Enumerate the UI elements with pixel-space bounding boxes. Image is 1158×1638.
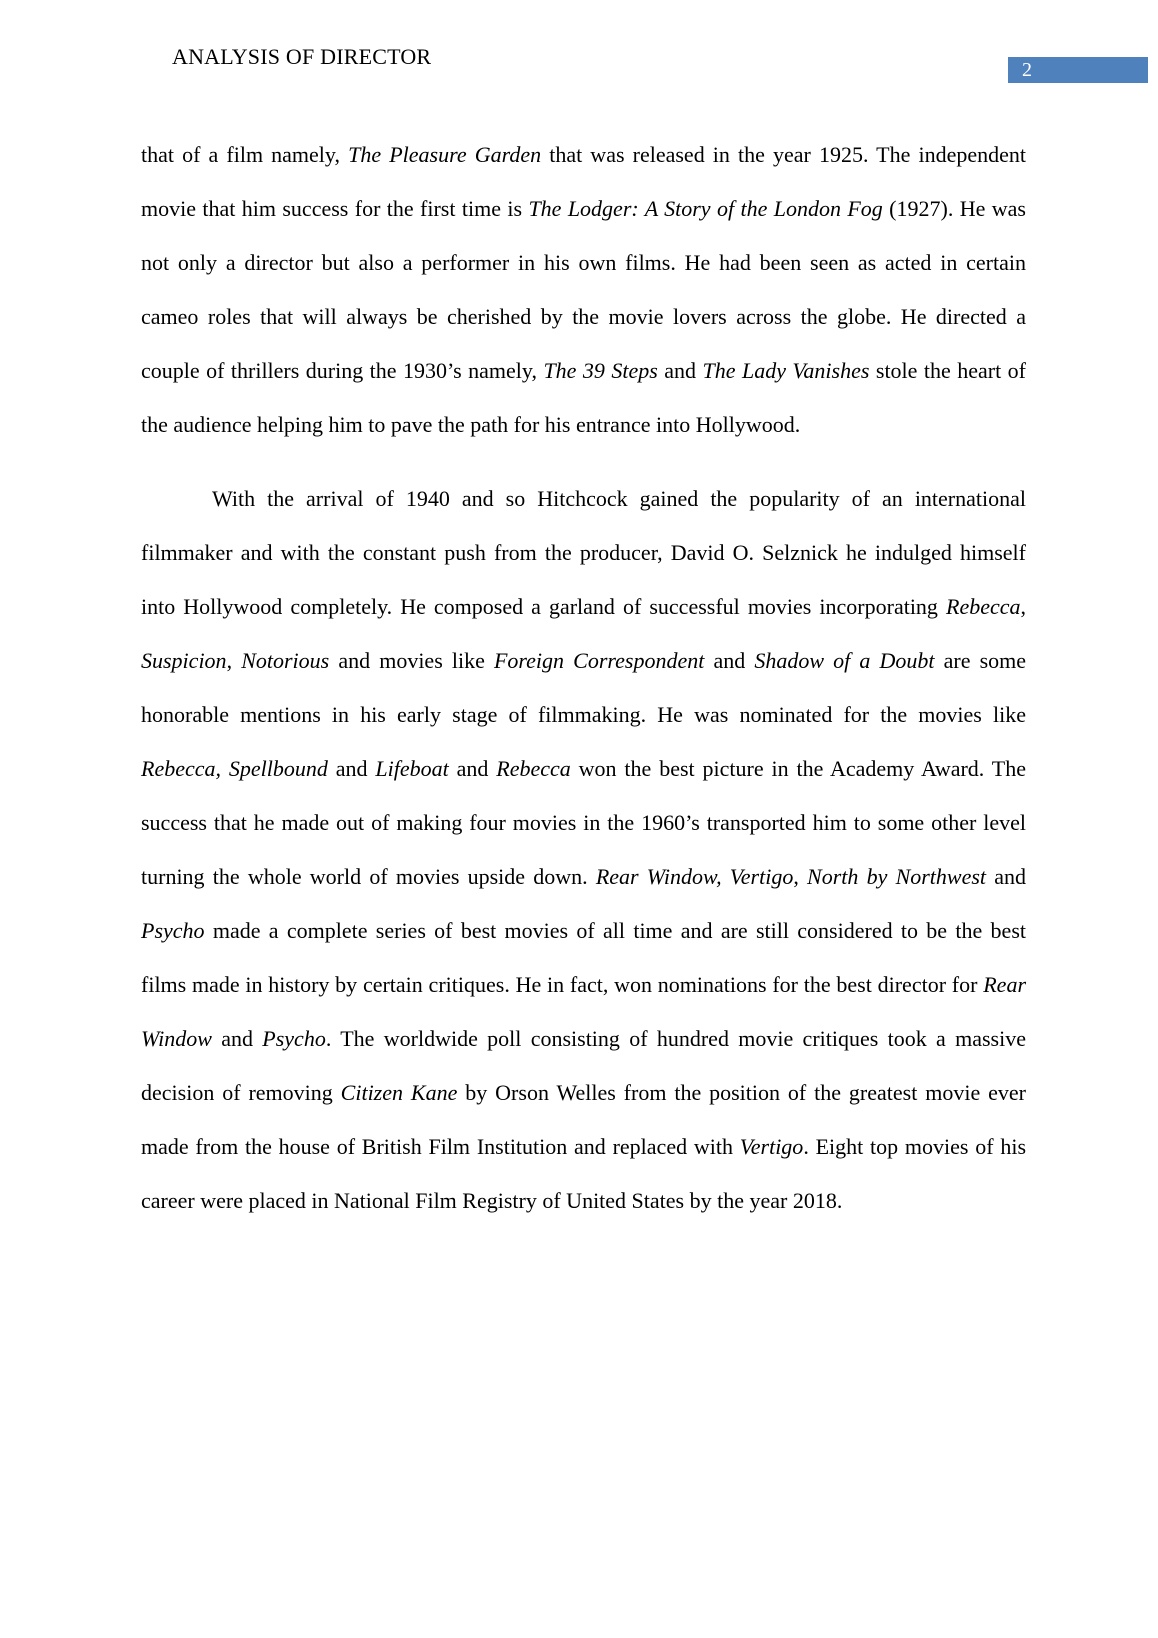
text-run: won the best picture in the Academy Award. The success that he made out of making four movies in the 1960’s transported him to some other level turning the whole world of movies upside down. [141, 756, 1026, 889]
italic-title: The Lady Vanishes [702, 358, 870, 383]
text-run: are some honorable mentions in his early stage of filmmaking. He was nominated for the movies like [141, 648, 1027, 727]
italic-title: Psycho [141, 918, 205, 943]
text-run: and movies like [329, 648, 494, 673]
italic-title: Vertigo [739, 1134, 804, 1159]
italic-title: Citizen Kane [340, 1080, 458, 1105]
text-run: (1927). He was not only a director but also a performer in his own films. He had been seen as acted in certain cameo roles that will always be cherished by the movie lovers across the globe. He directed a couple of thrillers during the 1930’s namely, [141, 196, 1026, 383]
page-number: 2 [1022, 59, 1032, 81]
italic-title: North by Northwest [807, 864, 987, 889]
text-run: , [226, 648, 242, 673]
text-run: and [657, 358, 703, 383]
body-text [141, 128, 1026, 1228]
italic-title: Foreign Correspondent [493, 648, 705, 673]
text-run: , [793, 864, 808, 889]
italic-title: Rear Window, Vertigo [595, 864, 794, 889]
text-run: and [448, 756, 497, 781]
text-run: and [211, 1026, 263, 1051]
text-run: and [327, 756, 376, 781]
page-number-box [1008, 57, 1148, 83]
italic-title: Notorious [241, 648, 330, 673]
italic-title: The Pleasure Garden [348, 142, 542, 167]
italic-title: Psycho [262, 1026, 326, 1051]
text-run: stole the heart of the audience helping him to pave the path for his entrance into Hollywood. [141, 358, 1026, 437]
paragraph [141, 472, 1026, 1228]
italic-title: Shadow of a Doubt [754, 648, 935, 673]
italic-title: Suspicion [141, 648, 227, 673]
running-head: ANALYSIS OF DIRECTOR [172, 44, 432, 69]
text-run: and [986, 864, 1026, 889]
italic-title: Rebecca, Spellbound [141, 756, 328, 781]
italic-title: Rear Window [141, 972, 1026, 1051]
text-run: by Orson Welles from the position of the greatest movie ever made from the house of British Film Institution and replaced with [141, 1080, 1026, 1159]
text-run: . Eight top movies of his career were placed in National Film Registry of United States by the year 2018. [141, 1134, 1027, 1213]
text-run: . The worldwide poll consisting of hundred movie critiques took a massive decision of removing [141, 1026, 1026, 1105]
italic-title: Rebecca [946, 594, 1021, 619]
text-run: that was released in the year 1925. The independent movie that him success for the first time is [141, 142, 1026, 221]
text-run: With the arrival of 1940 and so Hitchcock gained the popularity of an international filmmaker and with the constant push from the producer, David O. Selznick he indulged himself into Hollywood completely. He composed a garland of successful movies incorporating [141, 486, 1026, 619]
italic-title: The Lodger: A Story of the London Fog [528, 196, 883, 221]
paragraph [141, 128, 1026, 452]
text-run: , [1020, 594, 1026, 619]
text-run: that of a film namely, [141, 142, 349, 167]
italic-title: Lifeboat [375, 756, 449, 781]
italic-title: The 39 Steps [543, 358, 658, 383]
text-run: and [704, 648, 755, 673]
italic-title: Rebecca [496, 756, 571, 781]
text-run: made a complete series of best movies of all time and are still considered to be the best films made in history by certain critiques. He in fact, won nominations for the best director for [141, 918, 1026, 997]
